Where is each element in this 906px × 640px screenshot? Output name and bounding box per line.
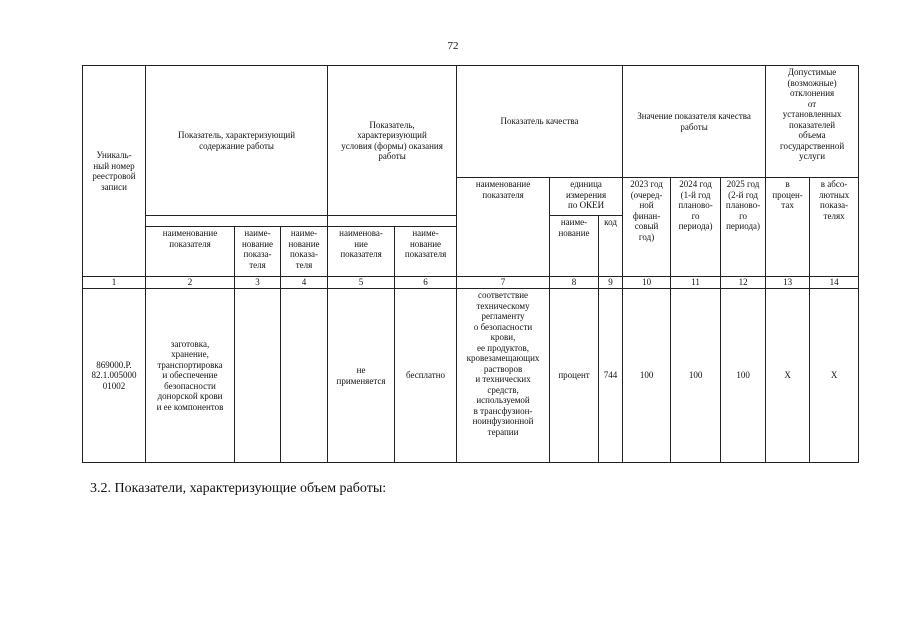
column-number: 2 [146,277,235,289]
column-number: 5 [328,277,395,289]
cell-value-2024: 100 [671,289,721,463]
cell-condition: не применяется [328,289,395,463]
header-indicator-name: наименование показателя [457,178,550,277]
column-number: 4 [281,277,328,289]
header-condition-name-1: наименова- ние показателя [328,227,395,277]
header-unit-name: наиме- нование [550,216,599,277]
header-content-name-3: наиме- нование показа- теля [281,227,328,277]
header-unit-code: код [599,216,623,277]
quality-indicators-table [82,65,859,463]
cell-unit-name: процент [550,289,599,463]
header-year-2025: 2025 год (2-й год планово- го периода) [721,178,766,277]
cell-value-2023: 100 [623,289,671,463]
column-number: 14 [810,277,859,289]
header-condition-name-2: наиме- нование показателя [395,227,457,277]
column-number: 13 [766,277,810,289]
header-content-spacer [146,216,328,227]
section-heading: 3.2. Показатели, характеризующие объем работы: [90,481,387,496]
header-conditions-group: Показатель, характеризующий условия (формы) оказания работы [328,66,457,216]
cell-unique-number: 869000.Р. 82.1.005000 01002 [83,289,146,463]
cell-value-2025: 100 [721,289,766,463]
column-number: 9 [599,277,623,289]
header-unit-okei: единица измерения по ОКЕИ [550,178,623,216]
cell-content: заготовка, хранение, транспортировка и обеспечение безопасности донорской крови и ее компонентов [146,289,235,463]
header-content-name-2: наиме- нование показа- теля [235,227,281,277]
header-conditions-spacer [328,216,457,227]
header-deviation-absolute: в абсо- лютных показа- телях [810,178,859,277]
column-number: 6 [395,277,457,289]
column-number: 11 [671,277,721,289]
column-number: 1 [83,277,146,289]
column-number: 8 [550,277,599,289]
header-year-2023: 2023 год (очеред- ной финан- совый год) [623,178,671,277]
header-content-name-1: наименование показателя [146,227,235,277]
header-quality-group: Показатель качества [457,66,623,178]
cell-content-3 [281,289,328,463]
header-year-2024: 2024 год (1-й год планово- го периода) [671,178,721,277]
cell-condition-2: бесплатно [395,289,457,463]
column-number: 3 [235,277,281,289]
column-number: 12 [721,277,766,289]
column-number: 7 [457,277,550,289]
cell-content-2 [235,289,281,463]
cell-quality-indicator: соответствие техническому регламенту о безопасности крови, ее продуктов, кровезамещающих растворов и технических средств, используемой в трансфузион- ноинфузионной терапии [457,289,550,463]
cell-deviation-percent: Х [766,289,810,463]
header-value-group: Значение показателя качества работы [623,66,766,178]
header-deviation-percent: в процен- тах [766,178,810,277]
header-content-group: Показатель, характеризующий содержание работы [146,66,328,216]
page-number: 72 [447,40,459,52]
header-unique-number: Уникаль- ный номер реестровой записи [83,66,146,277]
cell-unit-code: 744 [599,289,623,463]
column-number: 10 [623,277,671,289]
header-deviation-group: Допустимые (возможные) отклонения от установленных показателей объема государственной услуги [766,66,859,178]
cell-deviation-absolute: Х [810,289,859,463]
